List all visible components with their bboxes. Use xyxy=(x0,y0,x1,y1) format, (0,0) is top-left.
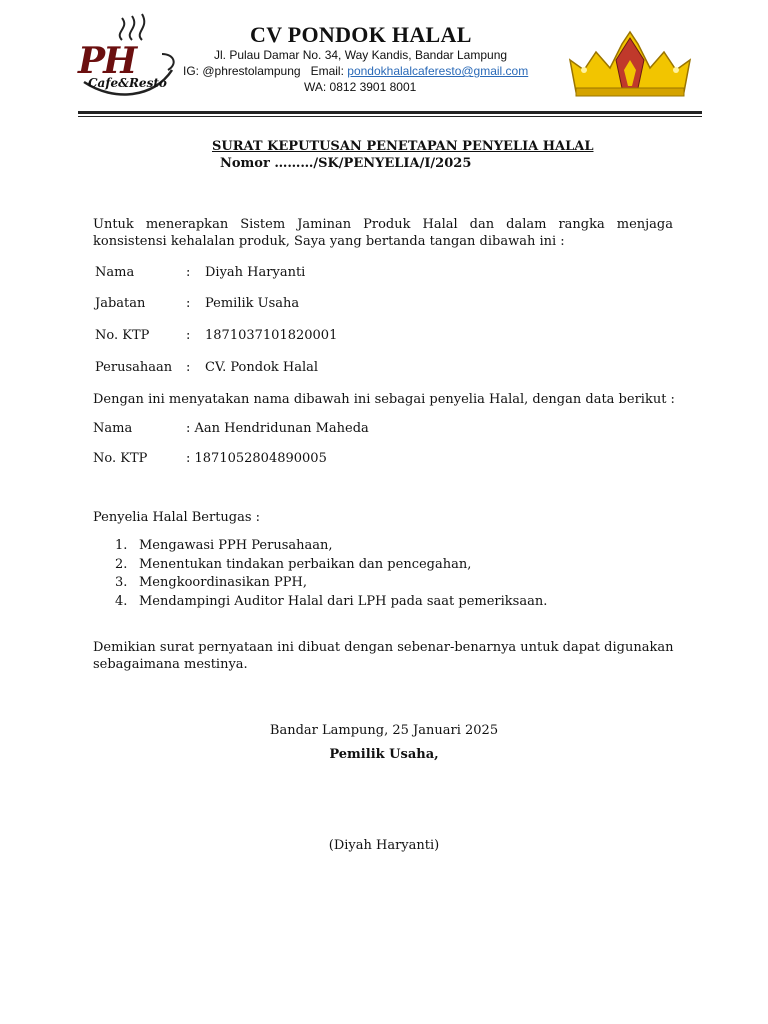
statement-text: Dengan ini menyatakan nama dibawah ini sebagai penyelia Halal, dengan data berikut : xyxy=(93,392,675,407)
letterhead-divider-thin xyxy=(78,116,702,117)
list-number: 2. xyxy=(115,556,128,572)
cafe-resto-logo xyxy=(74,10,184,100)
logo-main-text: PH xyxy=(78,40,136,82)
document-number: Nomor ………/SK/PENYELIA/I/2025 xyxy=(220,156,472,171)
email-link[interactable]: pondokhalalcaferesto@gmail.com xyxy=(347,64,529,78)
list-number: 4. xyxy=(115,593,128,609)
intro-line-2: konsistensi kehalalan produk, Saya yang bertanda tangan dibawah ini : xyxy=(93,234,565,249)
intro-paragraph xyxy=(93,216,673,250)
contact-line xyxy=(183,64,528,78)
signer-value-nama: Diyah Haryanti xyxy=(205,265,306,280)
list-text: Mengkoordinasikan PPH, xyxy=(139,575,307,590)
signer-colon: : xyxy=(186,360,191,375)
company-address: Jl. Pulau Damar No. 34, Way Kandis, Bandar Lampung xyxy=(214,48,508,62)
logo-sub-text: Cafe&Resto xyxy=(88,76,167,90)
signer-value-perusahaan: CV. Pondok Halal xyxy=(205,360,319,375)
letterhead-divider-thick xyxy=(78,111,702,114)
list-number: 3. xyxy=(115,575,128,590)
signer-value-jabatan: Pemilik Usaha xyxy=(205,296,300,311)
signer-label-nama: Nama xyxy=(95,265,135,280)
signer-colon: : xyxy=(186,265,191,280)
list-number: 1. xyxy=(115,538,128,553)
whatsapp-number: WA: 0812 3901 8001 xyxy=(304,80,417,94)
signer-colon: : xyxy=(186,296,191,311)
list-item xyxy=(93,574,547,593)
place-date: Bandar Lampung, 25 Januari 2025 xyxy=(269,723,499,738)
list-text: Mengawasi PPH Perusahaan, xyxy=(139,538,333,553)
company-name: CV PONDOK HALAL xyxy=(250,22,472,47)
instagram-handle: IG: @phrestolampung xyxy=(183,64,301,78)
list-item xyxy=(93,556,547,575)
signer-name: (Diyah Haryanti) xyxy=(328,838,440,853)
email-label: Email: xyxy=(310,64,344,78)
supervisor-value-ktp: : 1871052804890005 xyxy=(186,451,327,466)
list-item xyxy=(93,593,547,612)
list-item xyxy=(93,537,547,556)
signer-label-ktp: No. KTP xyxy=(95,328,150,343)
lampung-crown-emblem xyxy=(566,30,694,100)
list-text: Menentukan tindakan perbaikan dan pencegahan, xyxy=(139,556,472,572)
signer-value-ktp: 1871037101820001 xyxy=(205,328,338,343)
duties-list xyxy=(93,537,547,611)
document-title: SURAT KEPUTUSAN PENETAPAN PENYELIA HALAL xyxy=(212,139,594,154)
list-text: Mendampingi Auditor Halal dari LPH pada saat pemeriksaan. xyxy=(139,593,548,609)
crown-icon xyxy=(566,30,694,100)
supervisor-label-nama: Nama xyxy=(93,421,133,436)
closing-line-2: sebagaimana mestinya. xyxy=(93,657,248,672)
duties-heading: Penyelia Halal Bertugas : xyxy=(93,510,261,525)
signer-colon: : xyxy=(186,328,191,343)
closing-line-1: Demikian surat pernyataan ini dibuat dengan sebenar-benarnya untuk dapat digunakan xyxy=(93,640,674,655)
signer-label-jabatan: Jabatan xyxy=(95,296,146,311)
signer-label-perusahaan: Perusahaan xyxy=(95,360,173,375)
signer-title: Pemilik Usaha, xyxy=(329,747,439,762)
intro-line-1: Untuk menerapkan Sistem Jaminan Produk Halal dan dalam rangka menjaga xyxy=(93,217,673,232)
supervisor-label-ktp: No. KTP xyxy=(93,451,148,466)
supervisor-value-nama: : Aan Hendridunan Maheda xyxy=(186,421,369,436)
